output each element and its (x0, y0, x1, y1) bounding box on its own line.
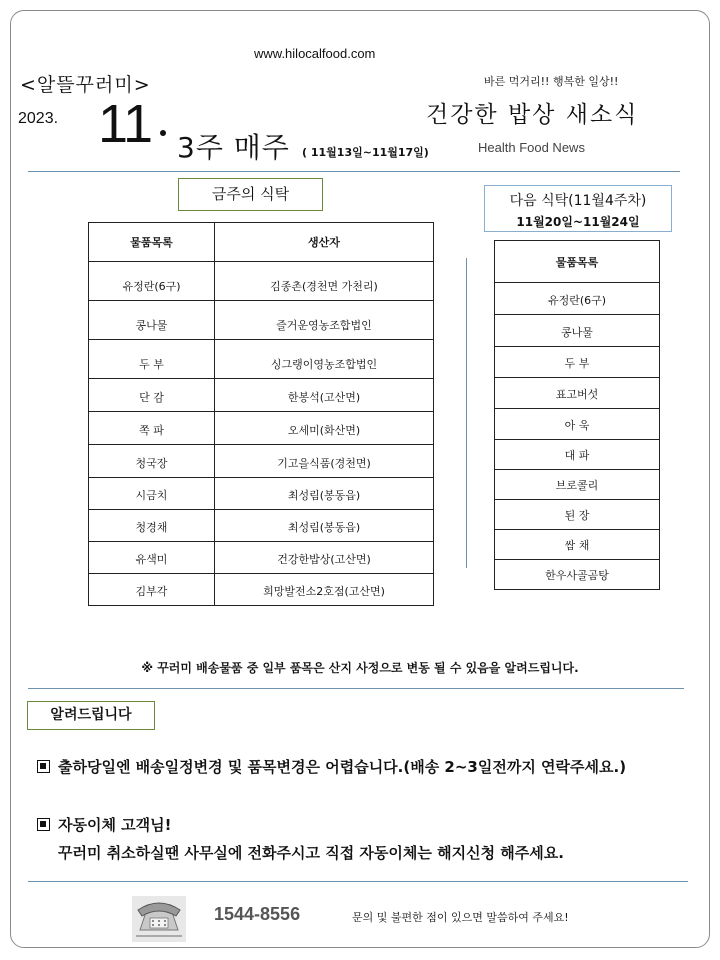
news-subtitle: Health Food News (478, 140, 585, 155)
news-title: 건강한 밥상 새소식 (426, 102, 639, 128)
next-week-label (484, 185, 672, 232)
producer-cell: 한봉석(고산면) (215, 379, 434, 412)
producer-cell: 싱그랭이영농조합법인 (215, 340, 434, 379)
column-divider (466, 258, 467, 568)
table-row (89, 262, 434, 301)
issue-week: 3주 매주 (177, 131, 290, 164)
info-item-2 (37, 814, 172, 835)
item-cell: 유색미 (89, 542, 215, 574)
item-cell: 한우사골곰탕 (495, 560, 660, 590)
table-row (495, 560, 660, 590)
item-cell: 유정란(6구) (495, 283, 660, 315)
issue-year: 2023. (18, 110, 59, 127)
item-cell: 청국장 (89, 445, 215, 478)
contact-text: 문의 및 불편한 점이 있으면 말씀하여 주세요! (352, 911, 569, 924)
table-row (89, 542, 434, 574)
item-cell: 쪽 파 (89, 412, 215, 445)
phone-icon (132, 896, 186, 942)
column-header: 물품목록 (89, 223, 215, 262)
next-week-title: 다음 식탁(11월4주차) (509, 193, 647, 209)
column-header: 물품목록 (495, 241, 660, 283)
producer-cell: 즐거운영농조합법인 (215, 301, 434, 340)
table-row (89, 445, 434, 478)
issue-period: ( 11월13일~11월17일) (302, 146, 429, 159)
item-cell: 두 부 (495, 347, 660, 378)
table-row (495, 470, 660, 500)
info-item-1 (37, 756, 626, 777)
item-cell: 대 파 (495, 440, 660, 470)
item-cell: 유정란(6구) (89, 262, 215, 301)
table-row (495, 500, 660, 530)
month-dot (160, 130, 166, 136)
table-row (89, 412, 434, 445)
producer-cell: 최성림(봉동읍) (215, 510, 434, 542)
info-label: 알려드립니다 (27, 701, 155, 730)
notice-rule (28, 688, 684, 689)
info-item-2-title: 자동이체 고객님! (58, 816, 172, 834)
website-url[interactable]: www.hilocalfood.com (254, 46, 376, 61)
table-row (495, 530, 660, 560)
column-header: 생산자 (215, 223, 434, 262)
substitution-notice: ※ 꾸러미 배송물품 중 일부 품목은 산지 사정으로 변동 될 수 있음을 알려드립니다. (141, 661, 579, 675)
table-row (495, 378, 660, 409)
header-rule (28, 171, 680, 172)
info-item-2-body: 꾸러미 취소하실땐 사무실에 전화주시고 직접 자동이체는 해지신청 해주세요. (58, 844, 564, 862)
issue-month: 11 (98, 94, 153, 154)
phone-number[interactable]: 1544-8556 (214, 904, 301, 924)
this-week-label: 금주의 식탁 (178, 178, 323, 211)
table-row (495, 283, 660, 315)
table-row (495, 315, 660, 347)
brand-name: <알뜰꾸러미> (20, 74, 151, 96)
next-week-dates: 11월20일~11월24일 (516, 215, 640, 229)
table-row (495, 347, 660, 378)
producer-cell: 기고을식품(경천면) (215, 445, 434, 478)
item-cell: 쌈 채 (495, 530, 660, 560)
producer-cell: 김종촌(경천면 가천리) (215, 262, 434, 301)
table-row (89, 574, 434, 606)
table-header-row (89, 223, 434, 262)
producer-cell: 건강한밥상(고산면) (215, 542, 434, 574)
item-cell: 콩나물 (89, 301, 215, 340)
table-row (495, 440, 660, 470)
table-row (495, 409, 660, 440)
info-item-1-text: 출하당일엔 배송일정변경 및 품목변경은 어렵습니다.(배송 2~3일전까지 연락주세요.) (58, 758, 627, 776)
item-cell: 청경채 (89, 510, 215, 542)
table-row (89, 301, 434, 340)
this-week-table (88, 222, 434, 606)
table-header-row (495, 241, 660, 283)
item-cell: 콩나물 (495, 315, 660, 347)
item-cell: 아 욱 (495, 409, 660, 440)
table-row (89, 478, 434, 510)
next-week-table (494, 240, 660, 590)
item-cell: 김부각 (89, 574, 215, 606)
item-cell: 된 장 (495, 500, 660, 530)
footer-rule (28, 881, 688, 882)
producer-cell: 희망발전소2호점(고산면) (215, 574, 434, 606)
table-row (89, 510, 434, 542)
checkbox-bullet-icon (37, 760, 50, 773)
table-row (89, 379, 434, 412)
table-row (89, 340, 434, 379)
item-cell: 시금치 (89, 478, 215, 510)
item-cell: 브로콜리 (495, 470, 660, 500)
producer-cell: 최성림(봉동읍) (215, 478, 434, 510)
slogan: 바른 먹거리!! 행복한 일상!! (484, 75, 619, 88)
producer-cell: 오세미(화산면) (215, 412, 434, 445)
item-cell: 표고버섯 (495, 378, 660, 409)
item-cell: 두 부 (89, 340, 215, 379)
item-cell: 단 감 (89, 379, 215, 412)
checkbox-bullet-icon (37, 818, 50, 831)
